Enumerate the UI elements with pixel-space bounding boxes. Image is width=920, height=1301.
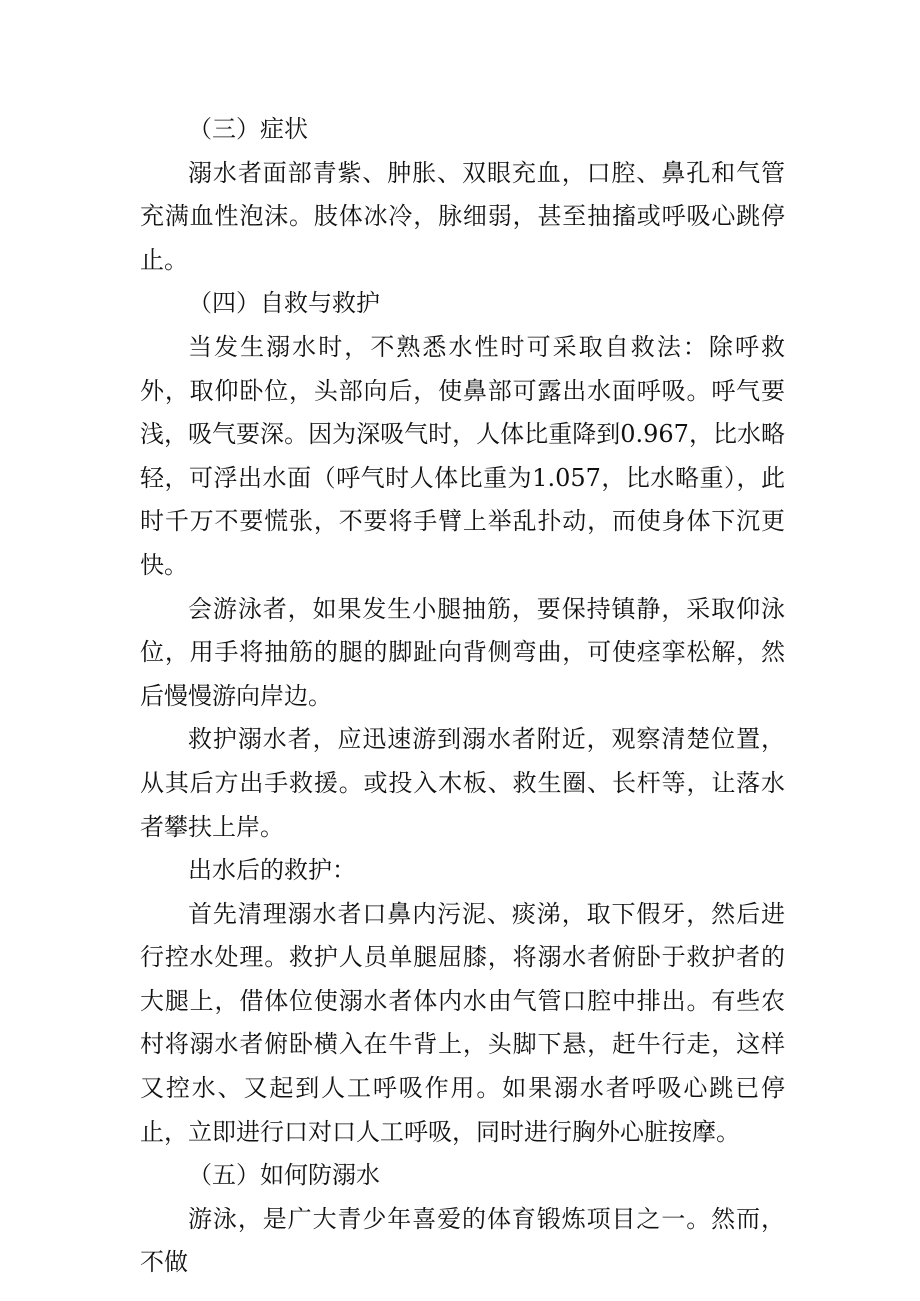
paragraph-prevention: 游泳，是广大青少年喜爱的体育锻炼项目之一。然而，不做 [140,1204,785,1277]
section-heading-self-rescue: （四）自救与救护 [188,289,380,318]
section-heading-prevention: （五）如何防溺水 [188,1161,380,1190]
paragraph-after-water-label: 出水后的救护： [188,856,356,885]
paragraph-self-rescue: 当发生溺水时，不熟悉水性时可采取自救法：除呼救外，取仰卧位，头部向后，使鼻部可露出水面呼吸。呼气要浅，吸气要深。因为深吸气时，人体比重降到0.967，比水略轻，可浮出水面（呼气时人体比重为1.057，比水略重），此时千万不要慌张，不要将手臂上举乱扑动，而使身体下沉更快。 [140,332,785,579]
paragraph-after-water: 首先清理溺水者口鼻内污泥、痰涕，取下假牙，然后进行控水处理。救护人员单腿屈膝，将溺水者俯卧于救护者的大腿上，借体位使溺水者体内水由气管口腔中排出。有些农村将溺水者俯卧横入在牛背上，头脚下悬，赶牛行走，这样又控水、又起到人工呼吸作用。如果溺水者呼吸心跳已停止，立即进行口对口人工呼吸，同时进行胸外心脏按摩。 [140,899,785,1146]
paragraph-symptoms: 溺水者面部青紫、肿胀、双眼充血，口腔、鼻孔和气管充满血性泡沫。肢体冰冷，脉细弱，甚至抽搐或呼吸心跳停止。 [140,158,785,274]
section-heading-symptoms: （三）症状 [188,115,308,143]
paragraph-rescue-others: 救护溺水者，应迅速游到溺水者附近，观察清楚位置，从其后方出手救援。或投入木板、救生圈、长杆等，让落水者攀扶上岸。 [140,725,785,841]
document-body [140,108,785,1285]
paragraph-cramp: 会游泳者，如果发生小腿抽筋，要保持镇静，采取仰泳位，用手将抽筋的腿的脚趾向背侧弯曲，可使痉挛松解，然后慢慢游向岸边。 [140,594,785,710]
